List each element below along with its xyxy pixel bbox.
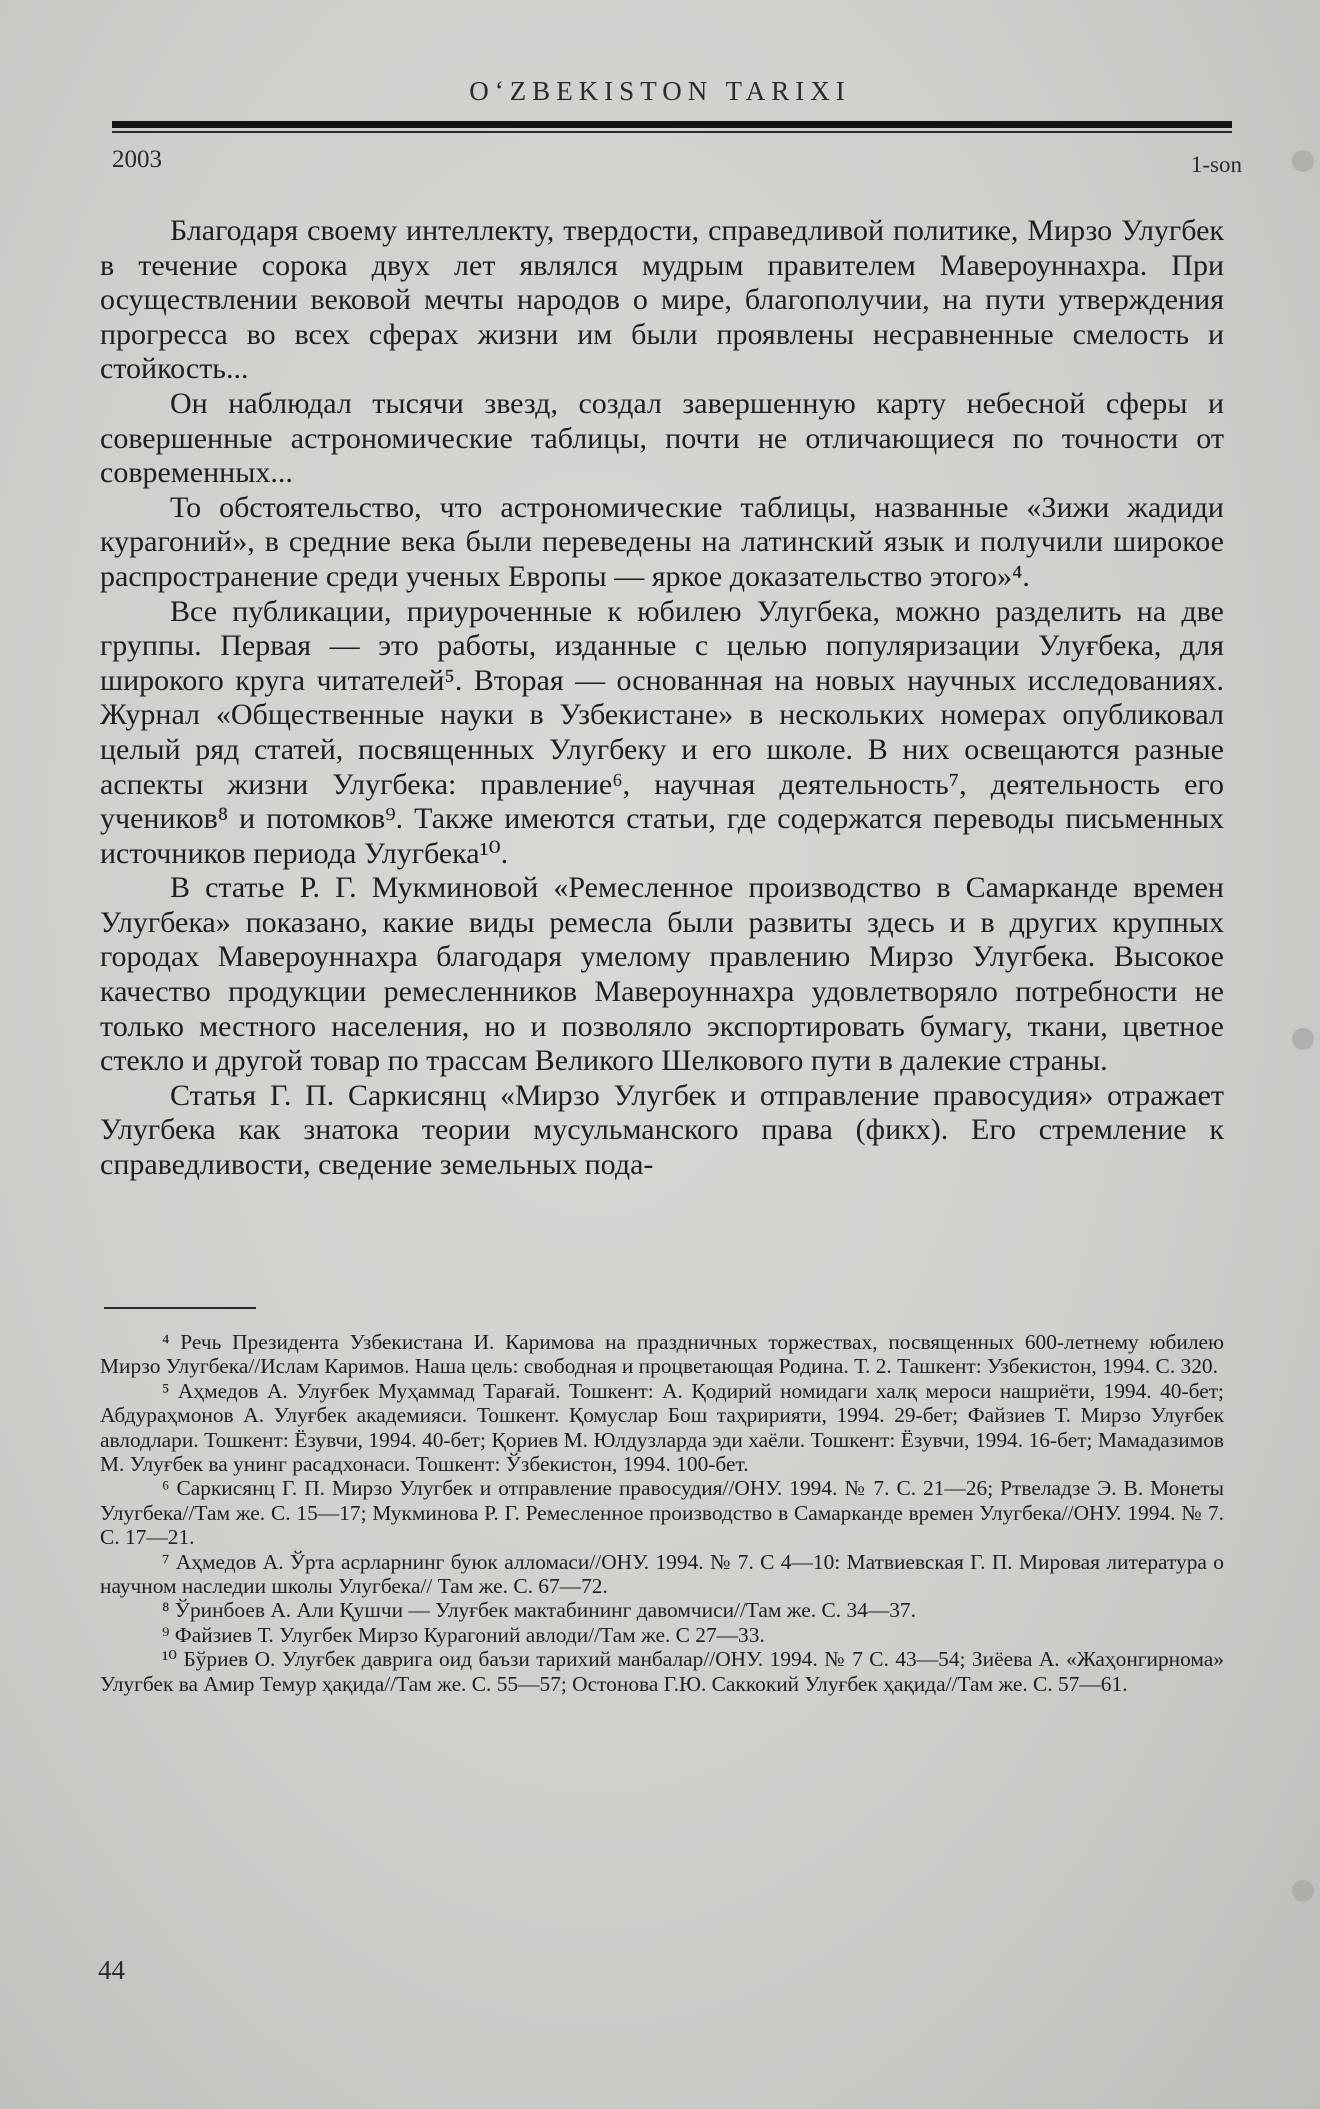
paragraph: То обстоятельство, что астрономические таблицы, названные «Зижи жадиди курагоний», в средние века были переведены на латинский язык и получили широкое распространение среди ученых Европы — яркое доказательство этого»⁴. xyxy=(100,490,1224,593)
footnote-separator xyxy=(104,1307,256,1309)
main-text xyxy=(100,214,1224,1183)
journal-title: O‘ZBEKISTON TARIXI xyxy=(469,76,851,106)
binding-hole-mark xyxy=(1292,1028,1314,1050)
footnote: ⁸ Ўринбоев А. Али Қушчи — Улуғбек мактабининг давомчиси//Там же. С. 34—37. xyxy=(162,1598,916,1623)
footnote: ⁵ Аҳмедов А. Улуғбек Муҳаммад Тарағай. Тошкент: А. Қодирий номидаги халқ мероси нашриёти, 1994. 40-бет; Абдураҳмонов А. Улуғбек академияси. Тошкент. Қомуслар Бош таҳририяти, 1994. 29-бет; Файзиев Т. Мирзо Улуғбек авлодлари. Тошкент: Ёзувчи, 1994. 40-бет; Қориев М. Юлдузларда эди хаёли. Тошкент: Ёзувчи, 1994. 16-бет; Мамадазимов М. Улуғбек ва унинг расадхонаси. Тошкент: Ўзбекистон, 1994. 100-бет. xyxy=(100,1378,1224,1477)
paragraph: Он наблюдал тысячи звезд, создал завершенную карту небесной сферы и совершенные астрономические таблицы, почти не отличающиеся по точности от современных... xyxy=(100,386,1224,490)
binding-hole-mark xyxy=(1292,150,1314,172)
footnote: ¹⁰ Бўриев О. Улуғбек даврига оид баъзи тарихий манбалар//ОНУ. 1994. № 7 С. 43—54; Зиёева А. «Жаҳонгирнома» Улугбек ва Амир Темур ҳақида//Там же. С. 55—57; Остонова Г.Ю. Саккокий Улуғбек ҳақида//Там же. С. 57—61. xyxy=(100,1647,1224,1696)
footnote: ⁹ Файзиев Т. Улугбек Мирзо Курагоний авлоди//Там же. С 27—33. xyxy=(162,1622,765,1647)
footnotes xyxy=(100,1330,1224,1696)
footnote: ⁷ Аҳмедов А. Ўрта асрларнинг буюк алломаси//ОНУ. 1994. № 7. С 4—10: Матвиевская Г. П. Мировая литература о научном наследии школы Улугбека// Там же. С. 67—72. xyxy=(100,1549,1224,1599)
page-number: 44 xyxy=(98,1955,125,1985)
header-rule-thin xyxy=(112,131,1232,133)
paragraph: В статье Р. Г. Мукминовой «Ремесленное производство в Самарканде времен Улугбека» показано, какие виды ремесла были развиты здесь и в других крупных городах Мавероуннахра благодаря умелому правлению Мирзо Улугбека. Высокое качество продукции ремесленников Мавероуннахра удовлетворяло потребности не только местного населения, но и позволяло экспортировать бумагу, ткани, цветное стекло и другой товар по трассам Великого Шелкового пути в далекие страны. xyxy=(100,871,1224,1078)
header-rule-thick xyxy=(112,121,1232,128)
paragraph: Статья Г. П. Саркисянц «Мирзо Улугбек и отправление правосудия» отражает Улугбека как знатока теории мусульманского права (фикх). Его стремление к справедливости, сведение земельных пода- xyxy=(100,1078,1224,1182)
footnote: ⁶ Саркисянц Г. П. Мирзо Улугбек и отправление правосудия//ОНУ. 1994. № 7. С. 21—26; Ртвеладзе Э. В. Монеты Улугбека//Там же. С. 15—17; Мукминова Р. Г. Ремесленное производство в Самарканде времен Улугбека//ОНУ. 1994. № 7. С. 17—21. xyxy=(100,1476,1224,1550)
issue-number: 1-son xyxy=(1190,152,1242,177)
paragraph: Все публикации, приуроченные к юбилею Улугбека, можно разделить на две группы. Первая — это работы, изданные с целью популяризации Улуғбека, для широкого круга читателей⁵. Вторая — основанная на новых научных исследованиях. Журнал «Общественные науки в Узбекистане» в нескольких номерах опубликовал целый ряд статей, посвященных Улугбеку и его школе. В них освещаются разные аспекты жизни Улугбека: правление⁶, научная деятельность⁷, деятельность его учеников⁸ и потомков⁹. Также имеются статьи, где содержатся переводы письменных источников периода Улугбека¹⁰. xyxy=(100,594,1224,870)
issue-year: 2003 xyxy=(112,146,162,173)
paragraph: Благодаря своему интеллекту, твердости, справедливой политике, Мирзо Улугбек в течение сорока двух лет являлся мудрым правителем Мавероуннахра. При осуществлении вековой мечты народов о мире, благополучии, на пути утверждения прогресса во всех сферах жизни им были проявлены несравненные смелость и стойкость... xyxy=(100,214,1224,386)
footnote: ⁴ Речь Президента Узбекистана И. Каримова на праздничных торжествах, посвященных 600-летнему юбилею Мирзо Улугбека//Ислам Каримов. Наша цель: свободная и процветающая Родина. Т. 2. Ташкент: Узбекистон, 1994. С. 320. xyxy=(100,1330,1224,1379)
binding-hole-mark xyxy=(1292,1880,1314,1902)
